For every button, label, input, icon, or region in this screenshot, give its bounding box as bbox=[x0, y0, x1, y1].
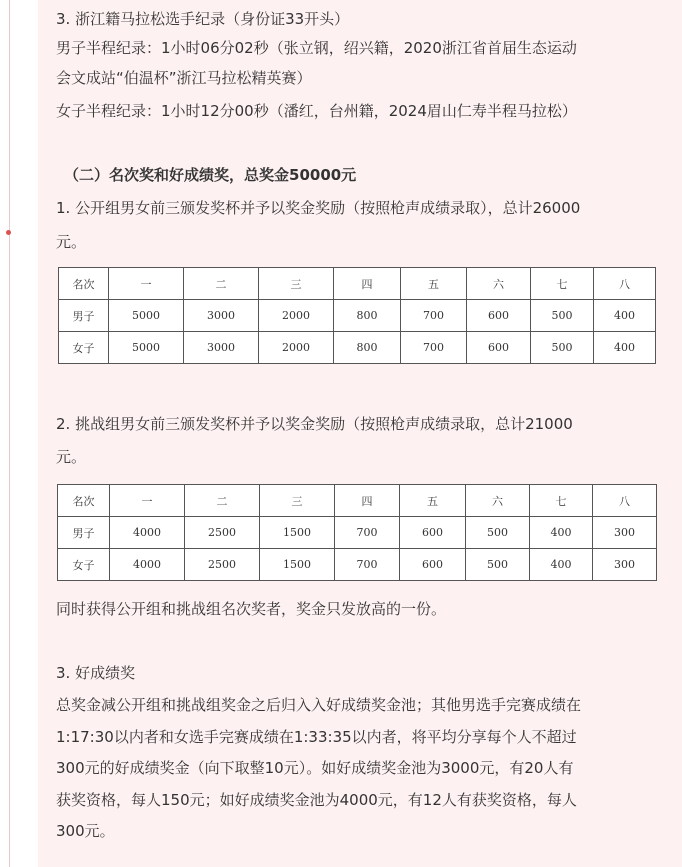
left-margin bbox=[0, 0, 38, 867]
table-cell: 400 bbox=[594, 300, 656, 332]
good-result-line: 1:17:30以内者和女选手完赛成绩在1:33:35以内者，将平均分享每个人不超过 bbox=[56, 727, 577, 746]
good-result-line: 总奖金减公开组和挑战组奖金之后归入入好成绩奖金池；其他男选手完赛成绩在 bbox=[56, 696, 582, 714]
table-cell: 800 bbox=[334, 332, 401, 364]
table-cell: 700 bbox=[401, 300, 467, 332]
table-row-label: 女子 bbox=[59, 332, 109, 364]
table-cell: 500 bbox=[466, 549, 530, 581]
table-cell: 3000 bbox=[184, 332, 259, 364]
good-result-line: 300元的好成绩奖金（向下取整10元）。如好成绩奖金池为3000元，有20人有 bbox=[56, 759, 574, 777]
challenge-prize-table bbox=[57, 484, 657, 581]
table-cell: 2500 bbox=[185, 517, 260, 549]
table-header-cell: 三 bbox=[259, 268, 334, 300]
bullet-dot-icon bbox=[6, 230, 11, 235]
table-header-cell: 五 bbox=[400, 485, 466, 517]
table-row bbox=[59, 332, 656, 364]
table-cell: 3000 bbox=[184, 300, 259, 332]
table-cell: 1500 bbox=[260, 549, 335, 581]
table-cell: 300 bbox=[593, 517, 657, 549]
good-result-title: 3. 好成绩奖 bbox=[56, 664, 136, 682]
margin-line bbox=[9, 0, 10, 867]
table-header-cell: 一 bbox=[110, 485, 185, 517]
table-header-cell: 四 bbox=[334, 268, 401, 300]
table-row bbox=[58, 517, 657, 549]
table-row-label: 男子 bbox=[58, 517, 110, 549]
table-header-cell: 八 bbox=[594, 268, 656, 300]
table-cell: 500 bbox=[531, 332, 594, 364]
table-row-label: 男子 bbox=[59, 300, 109, 332]
sec3-title: 3. 浙江籍马拉松选手纪录（身份证33开头） bbox=[56, 10, 350, 28]
male-record-line-2: 会文成站“伯温杯”浙江马拉松精英赛） bbox=[56, 69, 312, 87]
table-header-cell: 六 bbox=[466, 485, 530, 517]
challenge-intro-line-1: 2. 挑战组男女前三颁发奖杯并予以奖金奖励（按照枪声成绩录取，总计21000 bbox=[56, 415, 573, 433]
table-header-cell: 二 bbox=[185, 485, 260, 517]
table-row-label: 女子 bbox=[58, 549, 110, 581]
table-cell: 300 bbox=[593, 549, 657, 581]
table-cell: 500 bbox=[531, 300, 594, 332]
good-result-line: 获奖资格，每人150元；如好成绩奖金池为4000元，有12人有获奖资格，每人 bbox=[56, 790, 577, 809]
open-prize-table bbox=[58, 267, 656, 364]
table-cell: 5000 bbox=[109, 300, 184, 332]
good-result-line: 300元。 bbox=[56, 822, 115, 840]
table-cell: 400 bbox=[530, 517, 593, 549]
table-cell: 2000 bbox=[259, 300, 334, 332]
table-cell: 4000 bbox=[110, 549, 185, 581]
male-record-line-1: 男子半程纪录：1小时06分02秒（张立钢，绍兴籍，2020浙江省首届生态运动 bbox=[56, 39, 577, 57]
table-cell: 400 bbox=[594, 332, 656, 364]
table-cell: 600 bbox=[467, 300, 531, 332]
challenge-intro-line-2: 元。 bbox=[56, 448, 87, 466]
table-header-cell: 四 bbox=[335, 485, 400, 517]
good-result-body bbox=[56, 690, 581, 848]
table-cell: 600 bbox=[400, 549, 466, 581]
table-cell: 700 bbox=[335, 549, 400, 581]
table-header-cell: 五 bbox=[401, 268, 467, 300]
dual-award-note: 同时获得公开组和挑战组名次奖者，奖金只发放高的一份。 bbox=[56, 600, 447, 618]
open-intro-line-2: 元。 bbox=[56, 233, 87, 251]
table-header-cell: 名次 bbox=[59, 268, 109, 300]
table-cell: 600 bbox=[467, 332, 531, 364]
table-header-cell: 七 bbox=[531, 268, 594, 300]
table-cell: 500 bbox=[466, 517, 530, 549]
table-header-cell: 三 bbox=[260, 485, 335, 517]
female-record: 女子半程纪录：1小时12分00秒（潘红，台州籍，2024眉山仁寿半程马拉松） bbox=[56, 102, 577, 120]
table-header-cell: 七 bbox=[530, 485, 593, 517]
table-cell: 2000 bbox=[259, 332, 334, 364]
open-intro-line-1: 1. 公开组男女前三颁发奖杯并予以奖金奖励（按照枪声成绩录取），总计26000 bbox=[56, 199, 581, 217]
table-header-cell: 六 bbox=[467, 268, 531, 300]
table-cell: 400 bbox=[530, 549, 593, 581]
section-heading: （二）名次奖和好成绩奖，总奖金50000元 bbox=[64, 166, 357, 184]
table-cell: 2500 bbox=[185, 549, 260, 581]
table-row bbox=[58, 549, 657, 581]
table-cell: 600 bbox=[400, 517, 466, 549]
table-cell: 700 bbox=[335, 517, 400, 549]
table-cell: 4000 bbox=[110, 517, 185, 549]
table-header-cell: 名次 bbox=[58, 485, 110, 517]
table-header-cell: 八 bbox=[593, 485, 657, 517]
table-header-row bbox=[58, 485, 657, 517]
table-header-cell: 二 bbox=[184, 268, 259, 300]
table-header-row bbox=[59, 268, 656, 300]
table-header-cell: 一 bbox=[109, 268, 184, 300]
article-content bbox=[38, 0, 682, 867]
table-cell: 800 bbox=[334, 300, 401, 332]
table-cell: 1500 bbox=[260, 517, 335, 549]
table-row bbox=[59, 300, 656, 332]
table-cell: 700 bbox=[401, 332, 467, 364]
table-cell: 5000 bbox=[109, 332, 184, 364]
